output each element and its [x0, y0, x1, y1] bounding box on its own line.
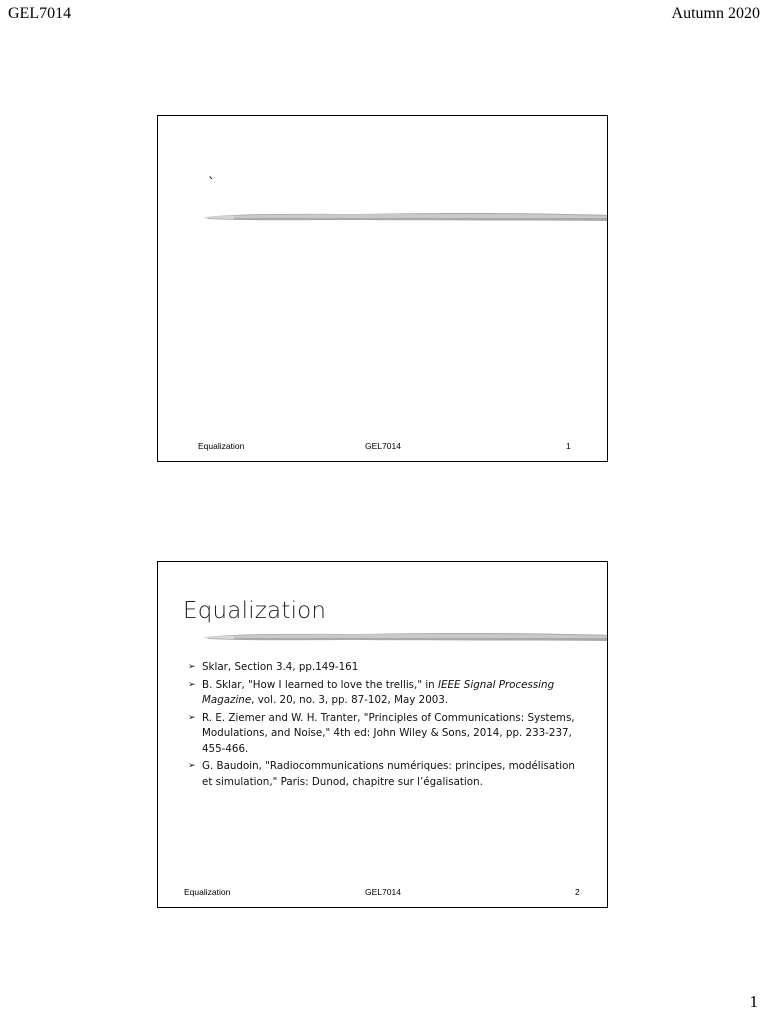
slide-2-footer [158, 887, 607, 899]
arrow-bullet-icon: ➢ [188, 712, 196, 723]
footer-title: Equalization [184, 887, 231, 897]
reference-item: ➢ R. E. Ziemer and W. H. Tranter, "Principles of Communications: Systems, Modulations, and Noise," 4th ed: John Wiley & Sons, 2014, pp. 233-237, 455-466. [188, 711, 575, 755]
slide-1-footer [158, 441, 607, 453]
reference-item: ➢ Sklar, Section 3.4, pp.149-161 [188, 660, 588, 676]
slide-1 [157, 115, 608, 462]
footer-slide-number: 1 [566, 441, 571, 451]
reference-item: ➢ B. Sklar, "How I learned to love the trellis," in IEEE Signal Processing Magazine, vol. 20, no. 3, pp. 87-102, May 2003. [188, 678, 555, 706]
reference-list [188, 660, 588, 792]
brush-stroke-divider [204, 208, 608, 226]
footer-slide-number: 2 [575, 887, 580, 897]
arrow-bullet-icon: ➢ [188, 662, 196, 672]
slide-2 [157, 561, 608, 908]
arrow-bullet-icon: ➢ [188, 679, 196, 690]
footer-course: GEL7014 [365, 887, 401, 897]
page-number: 1 [749, 992, 758, 1011]
page-header-left: GEL7014 [8, 5, 72, 22]
journal-name: IEEE Signal Processing Magazine [202, 678, 555, 706]
brush-stroke-divider [204, 628, 608, 646]
stray-mark: ` [208, 176, 215, 192]
arrow-bullet-icon: ➢ [188, 761, 196, 771]
slide-title: Equalization [183, 598, 327, 624]
reference-item: ➢ G. Baudoin, "Radiocommunications numériques: principes, modélisation et simulation," Paris: Dunod, chapitre sur l’égalisation. [188, 760, 575, 788]
page-header-right: Autumn 2020 [671, 5, 760, 22]
footer-title: Equalization [198, 441, 245, 451]
footer-course: GEL7014 [365, 441, 401, 451]
